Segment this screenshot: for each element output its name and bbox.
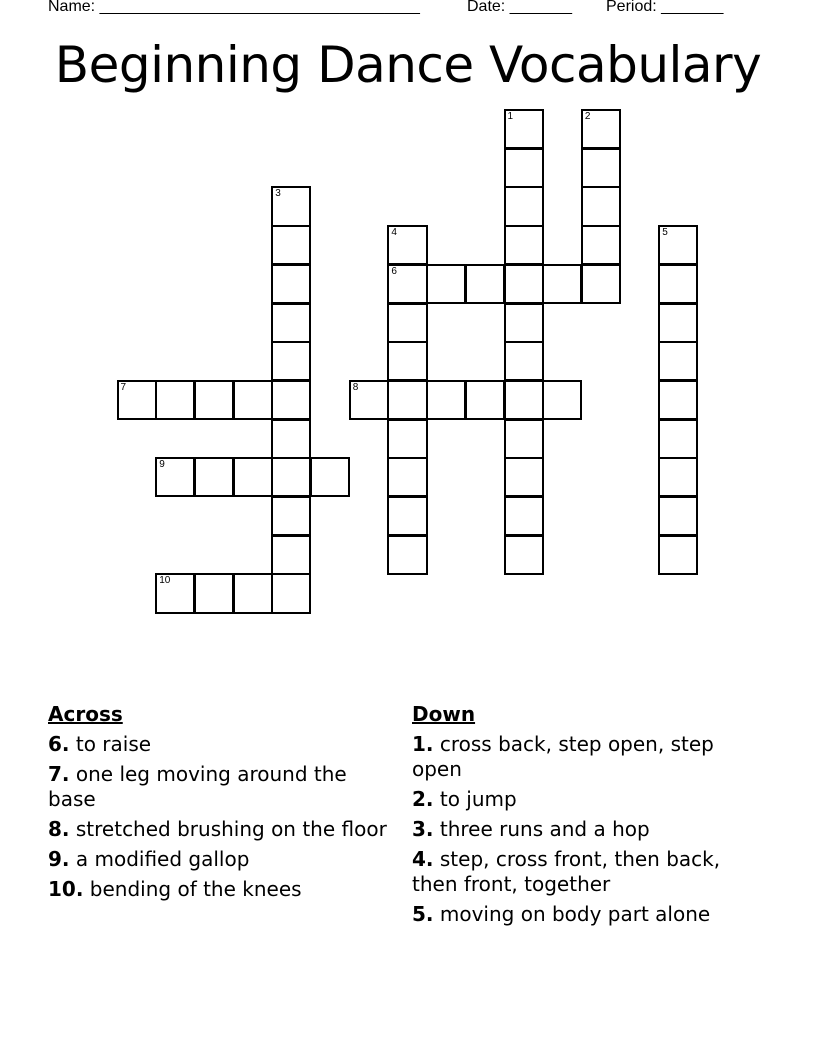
grid-cell[interactable]	[504, 457, 544, 497]
across-heading: Across	[48, 702, 123, 726]
grid-cell[interactable]	[387, 264, 427, 304]
clue-number-label: 3	[275, 188, 281, 200]
grid-cell[interactable]	[271, 496, 311, 536]
clue-text: stretched brushing on the floor	[69, 817, 387, 841]
grid-cell[interactable]	[504, 186, 544, 226]
date-field[interactable]: Date: _______	[467, 0, 572, 15]
clue-across-10	[48, 877, 393, 902]
across-clues	[48, 702, 393, 907]
clue-number-label: 1	[507, 111, 514, 122]
grid-cell[interactable]	[271, 535, 311, 575]
clue-number: 10.	[48, 877, 84, 901]
grid-cell[interactable]	[271, 573, 311, 613]
grid-cell[interactable]	[194, 457, 234, 497]
grid-cell[interactable]	[504, 419, 544, 459]
page-title: Beginning Dance Vocabulary	[54, 36, 762, 94]
clue-text: cross back, step open, step open	[412, 732, 714, 781]
grid-cell[interactable]	[155, 573, 195, 613]
clue-text: three runs and a hop	[433, 817, 650, 841]
clue-text: to raise	[69, 732, 152, 756]
clue-text: one leg moving around the base	[48, 762, 347, 811]
grid-cell[interactable]	[542, 380, 582, 420]
clue-number-label: 10	[159, 575, 171, 587]
grid-cell[interactable]	[271, 303, 311, 343]
clue-across-6	[48, 732, 393, 757]
grid-cell[interactable]	[581, 109, 621, 149]
grid-cell[interactable]	[271, 264, 311, 304]
grid-cell[interactable]	[504, 303, 544, 343]
clue-number: 9.	[48, 847, 70, 871]
clue-number: 5.	[412, 902, 434, 926]
grid-cell[interactable]	[658, 380, 698, 420]
grid-cell[interactable]	[581, 225, 621, 265]
clue-number: 4.	[412, 847, 434, 871]
grid-cell[interactable]	[117, 380, 157, 420]
grid-cell[interactable]	[271, 225, 311, 265]
clue-text: step, cross front, then back, then front, together	[412, 847, 721, 896]
grid-cell[interactable]	[581, 148, 621, 188]
grid-cell[interactable]	[504, 148, 544, 188]
clue-number-label: 5	[662, 227, 668, 239]
period-field[interactable]: Period: _______	[606, 0, 724, 15]
clue-number: 3.	[412, 817, 434, 841]
grid-cell[interactable]	[271, 457, 311, 497]
clue-number-label: 8	[352, 381, 359, 393]
grid-cell[interactable]	[658, 264, 698, 304]
clue-down-1	[412, 732, 742, 782]
grid-cell[interactable]	[233, 457, 273, 497]
grid-cell[interactable]	[271, 380, 311, 420]
clue-number: 1.	[412, 732, 434, 756]
grid-cell[interactable]	[504, 496, 544, 536]
clue-number-label: 7	[120, 381, 127, 393]
grid-cell[interactable]	[233, 380, 273, 420]
grid-cell[interactable]	[465, 380, 505, 420]
grid-cell[interactable]	[658, 225, 698, 265]
grid-cell[interactable]	[426, 380, 466, 420]
grid-cell[interactable]	[542, 264, 582, 304]
grid-cell[interactable]	[387, 535, 427, 575]
clue-down-5	[412, 902, 742, 927]
clue-text: moving on body part alone	[433, 902, 711, 926]
grid-cell[interactable]	[155, 380, 195, 420]
clue-text: to jump	[433, 787, 517, 811]
clue-text: bending of the knees	[83, 877, 302, 901]
clue-down-4	[412, 847, 742, 897]
grid-cell[interactable]	[387, 457, 427, 497]
grid-cell[interactable]	[504, 109, 544, 149]
grid-cell[interactable]	[387, 225, 427, 265]
clue-number: 8.	[48, 817, 70, 841]
grid-cell[interactable]	[581, 186, 621, 226]
grid-cell[interactable]	[504, 380, 544, 420]
grid-cell[interactable]	[233, 573, 273, 613]
grid-cell[interactable]	[155, 457, 195, 497]
grid-cell[interactable]	[504, 535, 544, 575]
clue-number-label: 6	[391, 265, 397, 277]
clue-number: 7.	[48, 762, 70, 786]
grid-cell[interactable]	[271, 186, 311, 226]
name-field[interactable]: Name: ____________________________________	[48, 0, 420, 15]
clue-number-label: 4	[391, 227, 397, 239]
clue-number: 6.	[48, 732, 70, 756]
down-clues	[412, 702, 742, 932]
grid-cell[interactable]	[658, 303, 698, 343]
grid-cell[interactable]	[194, 380, 234, 420]
grid-cell[interactable]	[504, 264, 544, 304]
clue-number-label: 2	[584, 111, 591, 122]
grid-cell[interactable]	[271, 419, 311, 459]
clue-number: 2.	[412, 787, 434, 811]
grid-cell[interactable]	[271, 341, 311, 381]
grid-cell[interactable]	[387, 303, 427, 343]
grid-cell[interactable]	[504, 341, 544, 381]
grid-cell[interactable]	[387, 380, 427, 420]
grid-cell[interactable]	[581, 264, 621, 304]
clue-down-3	[412, 817, 742, 842]
grid-cell[interactable]	[349, 380, 389, 420]
grid-cell[interactable]	[387, 419, 427, 459]
clue-text: a modified gallop	[69, 847, 250, 871]
grid-cell[interactable]	[426, 264, 466, 304]
grid-cell[interactable]	[658, 457, 698, 497]
grid-cell[interactable]	[504, 225, 544, 265]
clue-down-2	[412, 787, 742, 812]
clue-across-7	[48, 762, 393, 812]
clue-across-8	[48, 817, 393, 842]
grid-cell[interactable]	[658, 535, 698, 575]
grid-cell[interactable]	[310, 457, 350, 497]
grid-cell[interactable]	[387, 496, 427, 536]
grid-cell[interactable]	[387, 341, 427, 381]
grid-cell[interactable]	[658, 419, 698, 459]
down-heading: Down	[412, 702, 476, 726]
clue-number-label: 9	[159, 459, 165, 471]
grid-cell[interactable]	[658, 496, 698, 536]
clue-across-9	[48, 847, 393, 872]
grid-cell[interactable]	[465, 264, 505, 304]
grid-cell[interactable]	[194, 573, 234, 613]
grid-cell[interactable]	[658, 341, 698, 381]
